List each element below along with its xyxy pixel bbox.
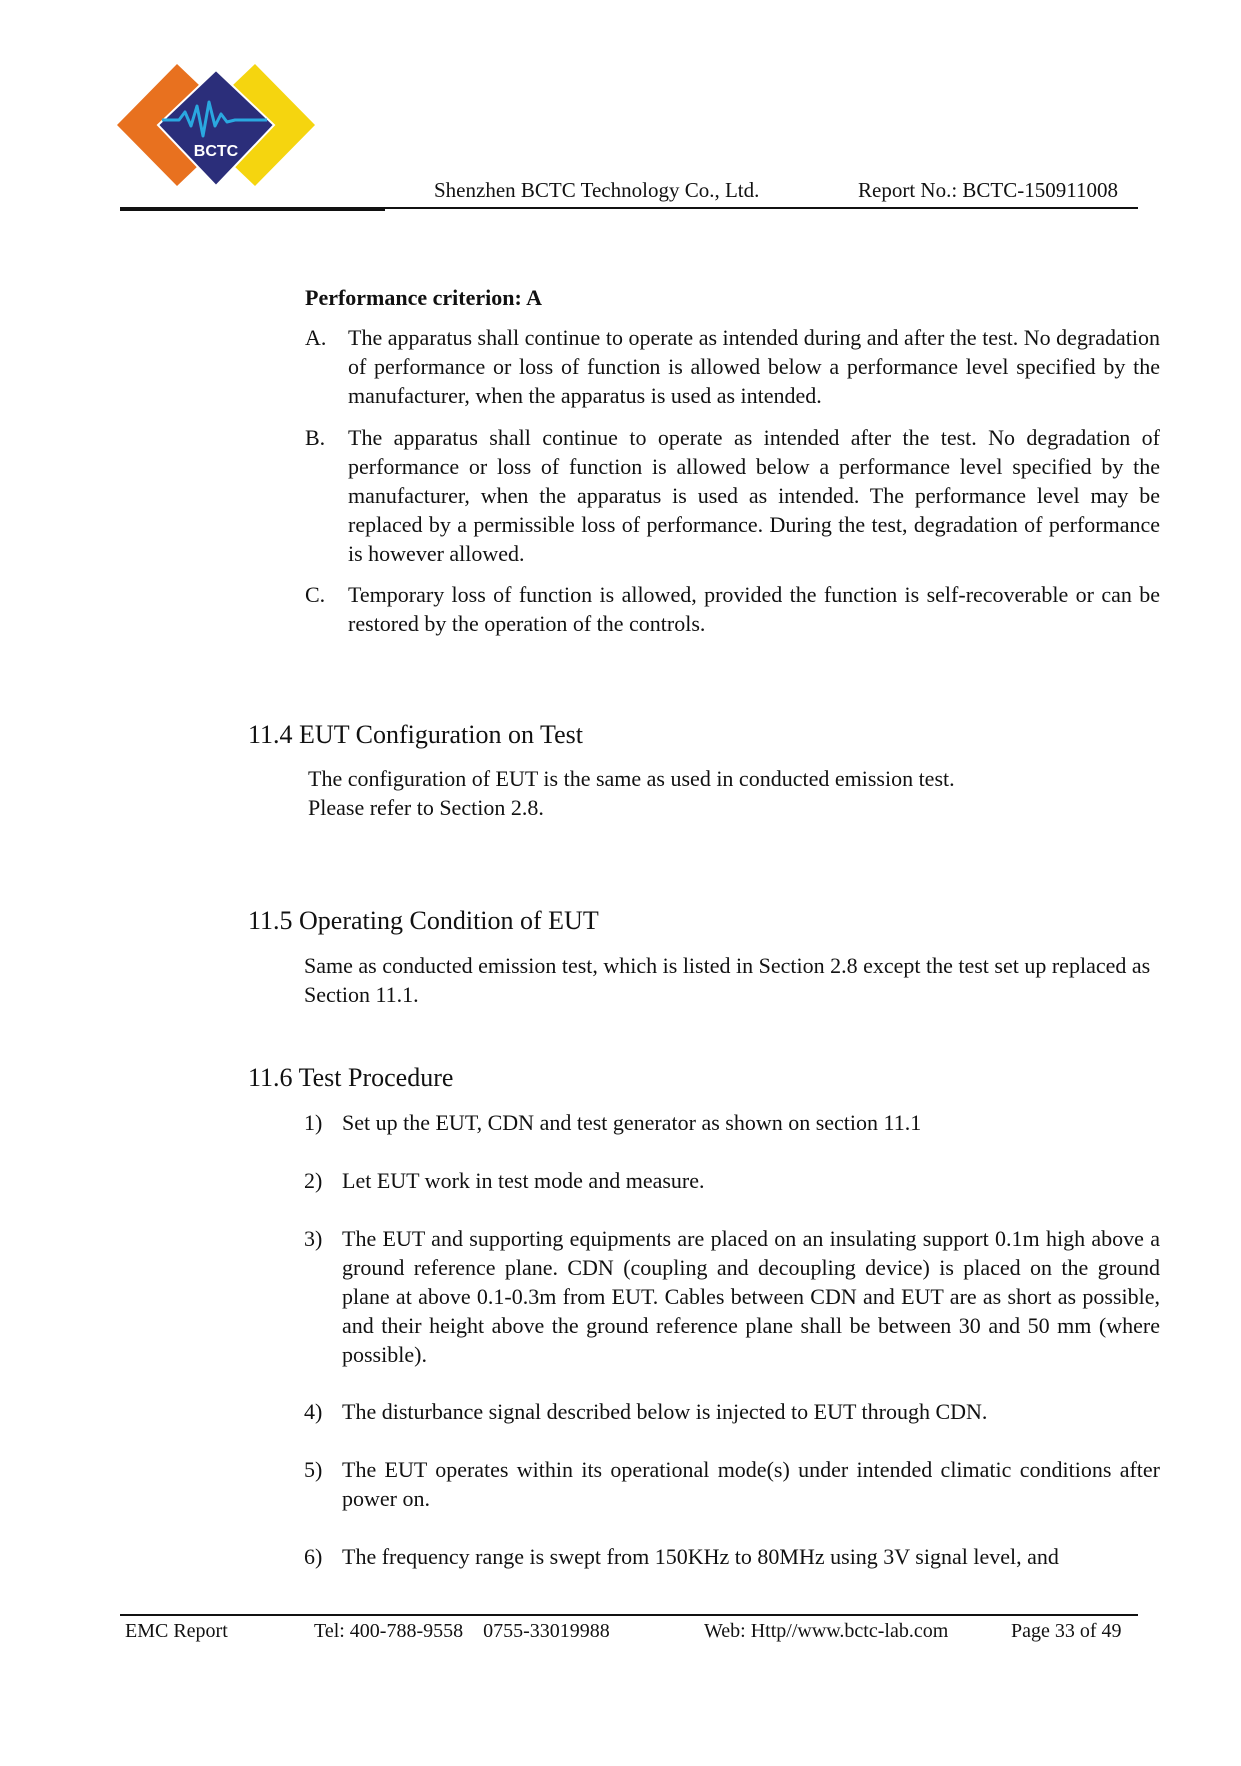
procedure-step-4 bbox=[304, 1397, 1160, 1426]
item-text: The apparatus shall continue to operate as intended after the test. No degradation of performance or loss of function is allowed below a performance level specified by the manufacturer, when the apparatus is used as intended. The performance level may be replaced by a permissible loss of performance. During the test, degradation of performance is however allowed. bbox=[348, 425, 1160, 566]
step-text: Let EUT work in test mode and measure. bbox=[342, 1168, 705, 1193]
footer-rule bbox=[120, 1614, 1138, 1616]
footer-emc-report: EMC Report bbox=[125, 1620, 228, 1642]
step-text: The EUT operates within its operational mode(s) under intended climatic conditions after power on. bbox=[342, 1457, 1160, 1511]
item-letter: A. bbox=[305, 325, 327, 350]
section-11-5-text: Same as conducted emission test, which is listed in Section 2.8 except the test set up replaced as Section 11.1. bbox=[304, 953, 1151, 1007]
item-letter: C. bbox=[305, 582, 326, 607]
step-text: The disturbance signal described below is injected to EUT through CDN. bbox=[342, 1399, 988, 1424]
criterion-item-b bbox=[305, 423, 1160, 568]
step-number: 4) bbox=[304, 1399, 323, 1424]
header-rule-accent bbox=[120, 209, 385, 211]
header-report-no: Report No.: BCTC-150911008 bbox=[858, 178, 1118, 202]
section-11-4-line1: The configuration of EUT is the same as used in conducted emission test. bbox=[308, 766, 955, 791]
step-number: 6) bbox=[304, 1544, 323, 1569]
item-text: Temporary loss of function is allowed, provided the function is self-recoverable or can be restored by the operation of the controls. bbox=[348, 582, 1160, 636]
step-number: 3) bbox=[304, 1226, 323, 1251]
section-11-4-line2: Please refer to Section 2.8. bbox=[308, 795, 544, 820]
bctc-logo bbox=[117, 62, 315, 197]
section-11-5-title: 11.5 Operating Condition of EUT bbox=[248, 906, 599, 935]
step-number: 1) bbox=[304, 1110, 323, 1135]
procedure-step-1 bbox=[304, 1108, 1160, 1137]
item-text: The apparatus shall continue to operate as intended during and after the test. No degradation of performance or loss of function is allowed below a performance level specified by the manufacturer, when the apparatus is used as intended. bbox=[348, 325, 1160, 408]
criterion-title: Performance criterion: A bbox=[305, 285, 542, 310]
step-text: The frequency range is swept from 150KHz to 80MHz using 3V signal level, and bbox=[342, 1544, 1059, 1569]
criterion-item-c bbox=[305, 580, 1160, 638]
section-11-6-title: 11.6 Test Procedure bbox=[248, 1063, 454, 1092]
step-number: 5) bbox=[304, 1457, 323, 1482]
logo-text: BCTC bbox=[193, 143, 239, 160]
footer-web: Web: Http//www.bctc-lab.com bbox=[704, 1620, 949, 1642]
step-text: The EUT and supporting equipments are placed on an insulating support 0.1m high above a ground reference plane. CDN (coupling and decoupling device) is placed on the ground plane at above 0.1-0.3m from EUT. Cables between CDN and EUT are as short as possible, and their height above the ground reference plane shall be between 30 and 50 mm (where possible). bbox=[342, 1226, 1160, 1367]
criterion-item-a bbox=[305, 323, 1160, 410]
step-text: Set up the EUT, CDN and test generator as shown on section 11.1 bbox=[342, 1110, 922, 1135]
footer-page-number: Page 33 of 49 bbox=[1011, 1620, 1122, 1642]
procedure-step-6 bbox=[304, 1542, 1160, 1571]
procedure-step-3 bbox=[304, 1224, 1160, 1369]
section-11-4-title: 11.4 EUT Configuration on Test bbox=[248, 720, 583, 749]
procedure-step-2 bbox=[304, 1166, 1160, 1195]
header-company: Shenzhen BCTC Technology Co., Ltd. bbox=[434, 178, 760, 202]
procedure-step-5 bbox=[304, 1455, 1160, 1513]
footer-tel: Tel: 400-788-9558 0755-33019988 bbox=[314, 1620, 610, 1642]
item-letter: B. bbox=[305, 425, 326, 450]
step-number: 2) bbox=[304, 1168, 323, 1193]
